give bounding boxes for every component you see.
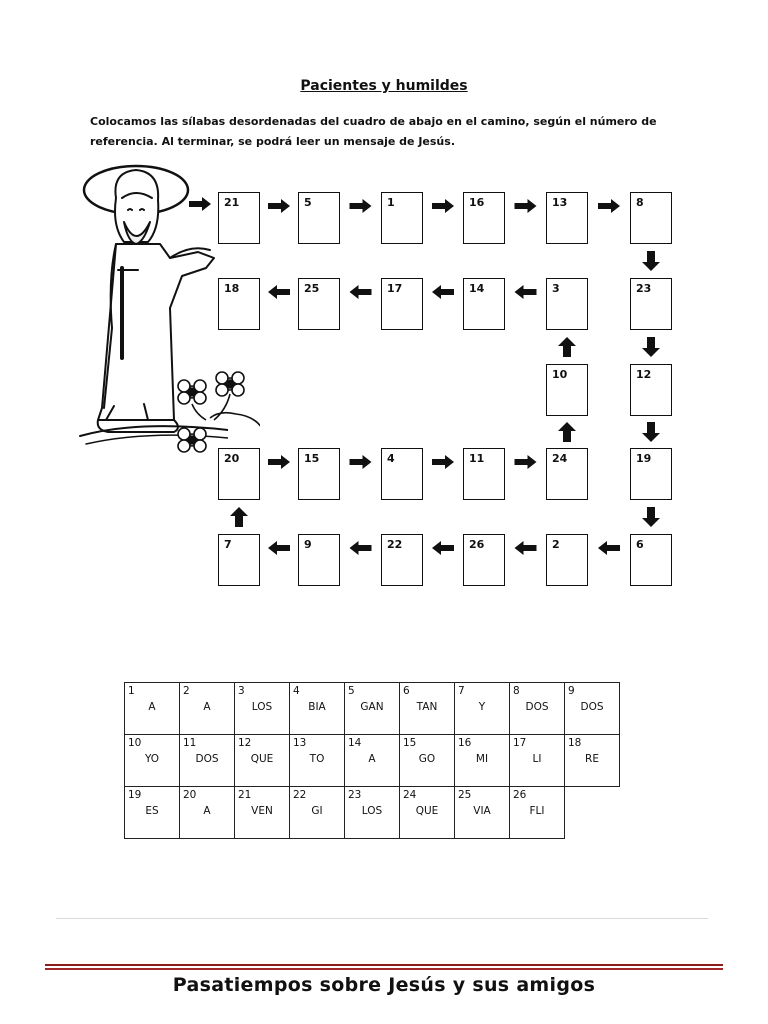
arrow-right-icon (350, 199, 372, 213)
maze-box (381, 534, 423, 586)
syllable-table (124, 682, 620, 839)
syllable-cell (565, 683, 620, 735)
arrow-right-icon (350, 455, 372, 469)
syllable-text: A (368, 753, 376, 765)
syllable-cell (565, 735, 620, 787)
syllable-cell (235, 683, 290, 735)
syllable-cell (455, 735, 510, 787)
syllable-number: 8 (513, 685, 520, 697)
arrow-right-icon (432, 199, 454, 213)
syllable-number: 9 (568, 685, 575, 697)
syllable-cell (455, 787, 510, 839)
maze-box-number: 22 (387, 538, 403, 551)
maze-box (298, 534, 340, 586)
syllable-row (125, 683, 620, 735)
syllable-number: 1 (128, 685, 135, 697)
footer-title: Pasatiempos sobre Jesús y sus amigos (172, 974, 596, 996)
syllable-number: 3 (238, 685, 245, 697)
maze-box-number: 3 (552, 282, 560, 295)
syllable-number: 25 (458, 789, 472, 801)
page-title: Pacientes y humildes (300, 78, 468, 94)
maze-box-number: 9 (304, 538, 312, 551)
maze-box (381, 448, 423, 500)
arrow-right-icon (268, 455, 290, 469)
instructions: Colocamos las sílabas desordenadas del cuadro de abajo en el camino, según el número de referencia. Al terminar, se podrá leer un mensaje de Jesús. (90, 115, 657, 148)
syllable-cell (400, 683, 455, 735)
syllable-number: 2 (183, 685, 190, 697)
syllable-number: 4 (293, 685, 300, 697)
arrow-right-icon (432, 455, 454, 469)
arrow-left-icon (432, 285, 454, 299)
syllable-cell (235, 787, 290, 839)
syllable-cell (455, 683, 510, 735)
maze-box-number: 11 (469, 452, 485, 465)
maze-box (298, 448, 340, 500)
syllable-number: 24 (403, 789, 417, 801)
maze-box (630, 364, 672, 416)
syllable-cell (235, 735, 290, 787)
maze-box (546, 278, 588, 330)
maze-box (381, 278, 423, 330)
syllable-text: FLI (529, 805, 545, 817)
maze-box-number: 14 (469, 282, 485, 295)
arrow-left-icon (515, 541, 537, 555)
maze-box-number: 15 (304, 452, 320, 465)
syllable-number: 6 (403, 685, 410, 697)
syllable-text: YO (144, 753, 160, 765)
syllable-number: 15 (403, 737, 417, 749)
syllable-text: BIA (308, 701, 326, 713)
maze-box-number: 19 (636, 452, 652, 465)
maze-box-number: 21 (224, 196, 240, 209)
footer-rule-2 (45, 968, 723, 970)
maze-box-number: 6 (636, 538, 644, 551)
syllable-number: 13 (293, 737, 307, 749)
syllable-text: Y (478, 701, 486, 713)
maze-box (381, 192, 423, 244)
maze-box (546, 192, 588, 244)
maze-box-number: 25 (304, 282, 320, 295)
maze-box-number: 1 (387, 196, 395, 209)
syllable-text: LOS (361, 805, 383, 817)
syllable-text: VEN (251, 805, 273, 817)
syllable-cell (345, 683, 400, 735)
syllable-number: 22 (293, 789, 307, 801)
maze-box (463, 192, 505, 244)
syllable-cell (180, 735, 235, 787)
syllable-text: QUE (250, 753, 274, 765)
syllable-cell (180, 787, 235, 839)
arrow-left-icon (268, 541, 290, 555)
syllable-text: A (203, 701, 211, 713)
syllable-text: VIA (473, 805, 491, 817)
syllable-text: TO (309, 753, 325, 765)
maze-box-number: 16 (469, 196, 485, 209)
syllable-text: QUE (415, 805, 439, 817)
syllable-text: TAN (416, 701, 438, 713)
maze-box (630, 192, 672, 244)
syllable-cell (125, 787, 180, 839)
syllable-cell (290, 787, 345, 839)
arrow-left-icon (350, 285, 372, 299)
maze-box (218, 534, 260, 586)
syllable-number: 7 (458, 685, 465, 697)
syllable-number: 16 (458, 737, 472, 749)
arrow-down-icon (642, 507, 660, 527)
maze-box (546, 534, 588, 586)
syllable-text: GAN (360, 701, 384, 713)
syllable-cell (510, 735, 565, 787)
syllable-text: DOS (195, 753, 219, 765)
maze-box-number: 24 (552, 452, 568, 465)
syllable-text: GI (311, 805, 323, 817)
maze-box (218, 448, 260, 500)
maze-box-number: 26 (469, 538, 485, 551)
maze-box-number: 2 (552, 538, 560, 551)
syllable-number: 20 (183, 789, 197, 801)
syllable-number: 5 (348, 685, 355, 697)
arrow-up-icon (558, 337, 576, 357)
syllable-text: LI (532, 753, 542, 765)
maze-box-number: 4 (387, 452, 395, 465)
maze-box (463, 448, 505, 500)
arrow-down-icon (642, 337, 660, 357)
maze-box-number: 7 (224, 538, 232, 551)
syllable-row (125, 787, 620, 839)
syllable-number: 12 (238, 737, 252, 749)
maze-box (298, 278, 340, 330)
maze-box-number: 23 (636, 282, 652, 295)
maze-box (630, 534, 672, 586)
syllable-cell (125, 735, 180, 787)
syllable-number: 19 (128, 789, 142, 801)
syllable-number: 23 (348, 789, 362, 801)
arrow-right-icon (515, 455, 537, 469)
arrow-right-icon (189, 197, 211, 211)
maze-box-number: 18 (224, 282, 240, 295)
maze-box-number: 10 (552, 368, 568, 381)
syllable-cell (510, 683, 565, 735)
arrow-left-icon (515, 285, 537, 299)
syllable-text: MI (475, 753, 489, 765)
syllable-text: ES (145, 805, 159, 817)
syllable-number: 14 (348, 737, 362, 749)
syllable-text: DOS (580, 701, 604, 713)
syllable-cell (345, 787, 400, 839)
maze-box (218, 278, 260, 330)
syllable-text: A (148, 701, 156, 713)
syllable-cell (290, 735, 345, 787)
syllable-number: 21 (238, 789, 252, 801)
syllable-cell (345, 735, 400, 787)
syllable-text: A (203, 805, 211, 817)
syllable-number: 17 (513, 737, 527, 749)
maze-box (630, 278, 672, 330)
maze-box (546, 448, 588, 500)
divider (56, 918, 708, 919)
maze-box-number: 13 (552, 196, 568, 209)
arrow-down-icon (642, 422, 660, 442)
arrow-left-icon (598, 541, 620, 555)
maze-box-number: 20 (224, 452, 240, 465)
maze-box (298, 192, 340, 244)
arrow-up-icon (558, 422, 576, 442)
syllable-text: LOS (251, 701, 273, 713)
syllable-cell (510, 787, 565, 839)
syllable-number: 18 (568, 737, 582, 749)
maze-box (218, 192, 260, 244)
syllable-cell (290, 683, 345, 735)
maze-box-number: 12 (636, 368, 652, 381)
syllable-cell (400, 787, 455, 839)
syllable-number: 10 (128, 737, 142, 749)
empty-cell (565, 787, 620, 839)
syllable-number: 26 (513, 789, 527, 801)
syllable-row (125, 735, 620, 787)
syllable-text: RE (585, 753, 599, 765)
maze-box (630, 448, 672, 500)
arrow-down-icon (642, 251, 660, 271)
arrow-right-icon (268, 199, 290, 213)
syllable-text: GO (418, 753, 436, 765)
arrow-up-icon (230, 507, 248, 527)
syllable-cell (180, 683, 235, 735)
arrow-left-icon (350, 541, 372, 555)
maze-box (463, 278, 505, 330)
maze-box-number: 17 (387, 282, 403, 295)
syllable-cell (400, 735, 455, 787)
arrow-left-icon (432, 541, 454, 555)
maze-box-number: 8 (636, 196, 644, 209)
arrow-left-icon (268, 285, 290, 299)
maze-box-number: 5 (304, 196, 312, 209)
arrow-right-icon (515, 199, 537, 213)
syllable-cell (125, 683, 180, 735)
syllable-text: DOS (525, 701, 549, 713)
syllable-number: 11 (183, 737, 197, 749)
footer-rule (45, 964, 723, 966)
maze-box (463, 534, 505, 586)
maze-box (546, 364, 588, 416)
arrow-right-icon (598, 199, 620, 213)
